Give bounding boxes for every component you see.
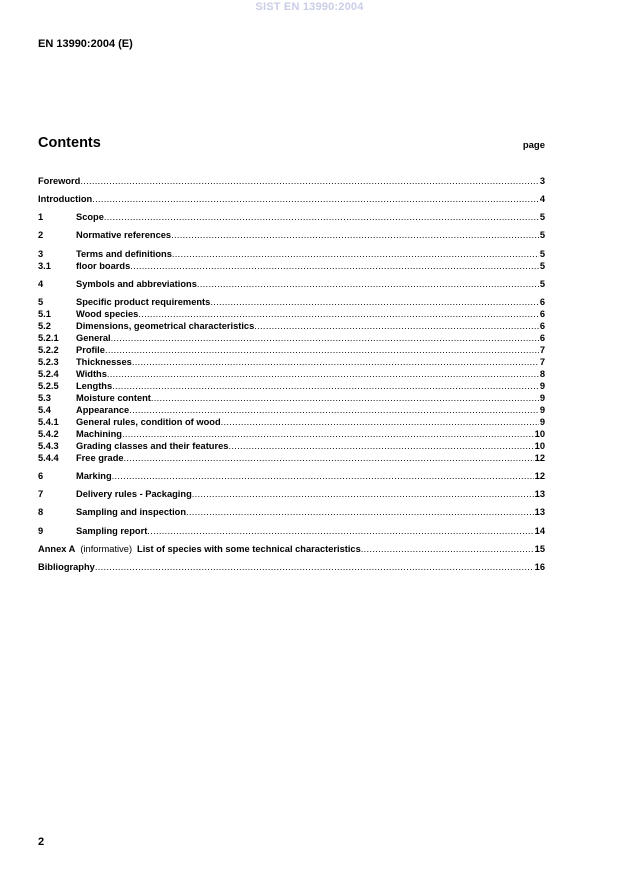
toc-entry-foreword[interactable] <box>38 175 545 187</box>
toc-leader <box>112 470 534 482</box>
toc-entry-bibliography[interactable] <box>38 561 545 573</box>
toc-leader <box>92 193 539 205</box>
toc-entry-wood-species[interactable] <box>38 308 545 320</box>
toc-entry-number: 5.4 <box>38 405 51 415</box>
toc-entry-free-grade[interactable] <box>38 452 545 464</box>
toc-leader <box>104 211 539 223</box>
toc-entry-number: 5 <box>38 297 44 307</box>
toc-entry-page: 9 <box>539 417 545 427</box>
toc-leader <box>95 561 534 573</box>
toc-entry-title: Appearance <box>76 405 130 415</box>
toc-leader <box>111 332 539 344</box>
toc-entry-number: 3.1 <box>38 261 51 271</box>
toc-entry-thicknesses[interactable] <box>38 356 545 368</box>
toc-entry-page: 5 <box>539 230 545 240</box>
toc-leader <box>132 356 539 368</box>
toc-entry-title: Widths <box>76 369 107 379</box>
toc-leader <box>361 543 534 555</box>
toc-entry-page: 13 <box>534 489 545 499</box>
toc-entry-number: 5.2.5 <box>38 381 59 391</box>
toc-leader <box>171 229 539 241</box>
toc-entry-title: Free grade <box>76 453 124 463</box>
toc-entry-sampling-and-inspection[interactable] <box>38 506 545 518</box>
document-header: EN 13990:2004 (E) <box>38 38 133 50</box>
toc-entry-grading-classes[interactable] <box>38 440 545 452</box>
toc-entry-page: 13 <box>534 507 545 517</box>
toc-entry-appearance[interactable] <box>38 404 545 416</box>
toc-leader <box>129 404 539 416</box>
toc-entry-page: 9 <box>539 405 545 415</box>
toc-entry-marking[interactable] <box>38 470 545 482</box>
toc-entry-title: Profile <box>76 345 105 355</box>
toc-entry-introduction[interactable] <box>38 193 545 205</box>
toc-entry-page: 16 <box>534 562 545 572</box>
toc-entry-number: 5.2.3 <box>38 357 59 367</box>
toc-entry-title: Sampling report <box>76 526 148 536</box>
toc-entry-delivery-rules[interactable] <box>38 488 545 500</box>
toc-entry-title: floor boards <box>76 261 131 271</box>
toc-leader <box>172 248 539 260</box>
toc-entry-title: Grading classes and their features <box>76 441 229 451</box>
toc-entry-title: Introduction <box>38 194 93 204</box>
toc-entry-page: 6 <box>539 321 545 331</box>
toc-entry-page: 3 <box>539 176 545 186</box>
watermark: SIST EN 13990:2004 <box>255 1 364 13</box>
toc-entry-general-rules[interactable] <box>38 416 545 428</box>
toc-entry-annex-info: (informative) <box>80 544 133 554</box>
toc-entry-number: 5.4.3 <box>38 441 59 451</box>
toc-entry-title: Dimensions, geometrical characteristics <box>76 321 255 331</box>
toc-leader <box>80 175 538 187</box>
toc-entry-title: Sampling and inspection <box>76 507 187 517</box>
toc-entry-title: Scope <box>76 212 104 222</box>
toc-entry-profile[interactable] <box>38 344 545 356</box>
toc-entry-symbols-and-abbreviations[interactable] <box>38 278 545 290</box>
toc-entry-title: Marking <box>76 471 112 481</box>
page-column-label: page <box>522 140 545 151</box>
toc-entry-number: 6 <box>38 471 44 481</box>
toc-leader <box>112 380 539 392</box>
toc-entry-page: 6 <box>539 333 545 343</box>
toc-entry-scope[interactable] <box>38 211 545 223</box>
toc-entry-page: 6 <box>539 297 545 307</box>
toc-entry-title: Moisture content <box>76 393 151 403</box>
toc-entry-title: Delivery rules - Packaging <box>76 489 192 499</box>
toc-entry-number: 3 <box>38 249 44 259</box>
toc-entry-number: 7 <box>38 489 44 499</box>
toc-entry-title: Foreword <box>38 176 81 186</box>
toc-leader <box>210 296 539 308</box>
toc-entry-specific-product-requirements[interactable] <box>38 296 545 308</box>
toc-entry-page: 10 <box>534 429 545 439</box>
toc-entry-number: 1 <box>38 212 44 222</box>
toc-entry-page: 14 <box>534 526 545 536</box>
toc-entry-number: 5.4.1 <box>38 417 59 427</box>
toc-leader <box>124 452 534 464</box>
toc-entry-number: 5.2.4 <box>38 369 59 379</box>
toc-entry-page: 15 <box>534 544 545 554</box>
toc-entry-title: Terms and definitions <box>76 249 172 259</box>
toc-leader <box>147 525 533 537</box>
toc-leader <box>228 440 533 452</box>
toc-entry-annex-a[interactable] <box>38 543 545 555</box>
toc-entry-moisture-content[interactable] <box>38 392 545 404</box>
toc-entry-page: 4 <box>539 194 545 204</box>
toc-entry-general[interactable] <box>38 332 545 344</box>
toc-entry-page: 8 <box>539 369 545 379</box>
toc-entry-page: 7 <box>539 357 545 367</box>
toc-entry-machining[interactable] <box>38 428 545 440</box>
toc-entry-page: 5 <box>539 249 545 259</box>
toc-entry-page: 5 <box>539 212 545 222</box>
toc-entry-number: 5.2.2 <box>38 345 59 355</box>
toc-leader <box>197 278 539 290</box>
toc-entry-widths[interactable] <box>38 368 545 380</box>
toc-entry-number: 9 <box>38 526 44 536</box>
toc-entry-number: 5.2.1 <box>38 333 59 343</box>
toc-leader <box>254 320 539 332</box>
toc-entry-number: 5.4.2 <box>38 429 59 439</box>
toc-entry-number: 5.3 <box>38 393 51 403</box>
toc-entry-title: Machining <box>76 429 122 439</box>
toc-entry-title: Lengths <box>76 381 113 391</box>
toc-entry-page: 12 <box>534 471 545 481</box>
toc-leader <box>221 416 539 428</box>
toc-entry-page: 5 <box>539 261 545 271</box>
toc-entry-page: 10 <box>534 441 545 451</box>
toc-entry-title: List of species with some technical characteristics <box>137 544 361 554</box>
toc-leader <box>151 392 539 404</box>
toc-entry-lengths[interactable] <box>38 380 545 392</box>
toc-leader <box>186 506 534 518</box>
toc-entry-terms-and-definitions[interactable] <box>38 248 545 260</box>
toc-entry-page: 9 <box>539 393 545 403</box>
toc-entry-page: 7 <box>539 345 545 355</box>
toc-entry-title: Wood species <box>76 309 139 319</box>
toc-entry-number: 8 <box>38 507 44 517</box>
toc-leader <box>107 368 539 380</box>
contents-title: Contents <box>38 135 101 151</box>
toc-entry-title: General <box>76 333 111 343</box>
toc-leader <box>138 308 538 320</box>
toc-entry-title: Thicknesses <box>76 357 132 367</box>
toc-entry-number: 5.2 <box>38 321 51 331</box>
toc-entry-number: 5.4.4 <box>38 453 59 463</box>
toc-entry-title: Bibliography <box>38 562 95 572</box>
toc-entry-page: 12 <box>534 453 545 463</box>
toc-entry-annex-label: Annex A <box>38 544 76 554</box>
page-number: 2 <box>38 836 45 848</box>
toc-entry-page: 6 <box>539 309 545 319</box>
toc-entry-dimensions[interactable] <box>38 320 545 332</box>
toc-entry-number: 2 <box>38 230 44 240</box>
toc-entry-sampling-report[interactable] <box>38 525 545 537</box>
toc-leader <box>130 260 539 272</box>
toc-entry-title: Specific product requirements <box>76 297 211 307</box>
toc-leader <box>122 428 534 440</box>
toc-leader <box>192 488 534 500</box>
toc-entry-page: 5 <box>539 279 545 289</box>
toc-entry-title: Symbols and abbreviations <box>76 279 197 289</box>
toc-entry-normative-references[interactable] <box>38 229 545 241</box>
toc-entry-page: 9 <box>539 381 545 391</box>
toc-entry-floor-boards[interactable] <box>38 260 545 272</box>
toc-entry-title: General rules, condition of wood <box>76 417 221 427</box>
toc-leader <box>105 344 539 356</box>
toc-entry-number: 5.1 <box>38 309 51 319</box>
toc-entry-number: 4 <box>38 279 44 289</box>
toc-entry-title: Normative references <box>76 230 172 240</box>
